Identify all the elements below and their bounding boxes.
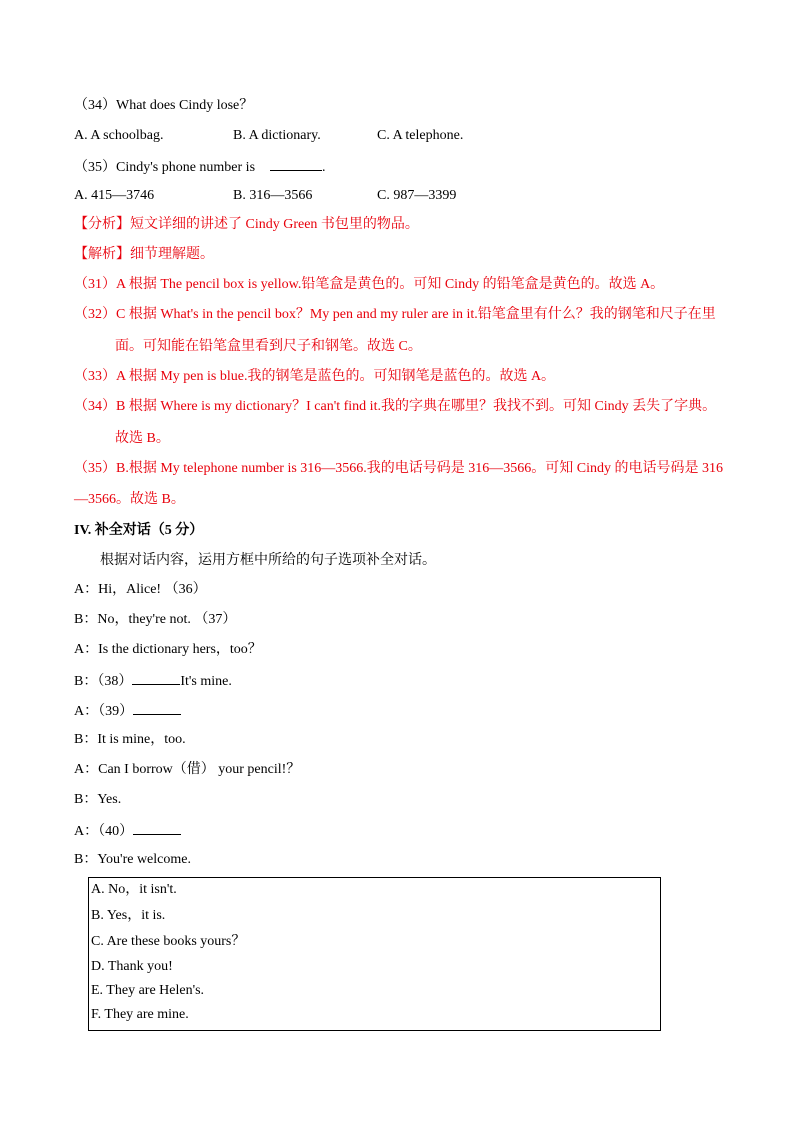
dialogue-line-5-prefix: A：（39） xyxy=(74,704,134,719)
dialogue-line-4-suffix: It's mine. xyxy=(180,674,232,689)
dialogue-line-5 xyxy=(74,701,181,721)
q35-option-b: B. 316—3566 xyxy=(233,188,313,203)
question-35 xyxy=(74,157,326,177)
answer-34-line2: 故选 B。 xyxy=(115,431,170,446)
blank-38 xyxy=(132,671,180,685)
choice-d: D. Thank you! xyxy=(91,959,173,974)
dialogue-line-9-prefix: A：（40） xyxy=(74,824,134,839)
section-instruction: 根据对话内容，运用方框中所给的句子选项补全对话。 xyxy=(100,553,436,568)
dialogue-line-2: B：No，they're not. （37） xyxy=(74,612,237,627)
analysis-summary: 【分析】短文详细的讲述了 Cindy Green 书包里的物品。 xyxy=(74,217,419,232)
dialogue-line-10: B：You're welcome. xyxy=(74,852,191,867)
q35-option-c: C. 987—3399 xyxy=(377,188,457,203)
answer-31: （31）A 根据 The pencil box is yellow.铅笔盒是黄色的。可知 Cindy 的铅笔盒是黄色的。故选 A。 xyxy=(74,277,665,292)
choice-a: A. No，it isn't. xyxy=(91,882,177,897)
q34-option-c: C. A telephone. xyxy=(377,128,464,143)
q35-period: . xyxy=(322,160,326,175)
answer-32-line2: 面。可知能在铅笔盒里看到尺子和钢笔。故选 C。 xyxy=(115,339,422,354)
dialogue-line-6: B：It is mine，too. xyxy=(74,732,186,747)
dialogue-line-1: A：Hi，Alice! （36） xyxy=(74,582,207,597)
q34-option-a: A. A schoolbag. xyxy=(74,128,164,143)
dialogue-line-4-prefix: B：（38） xyxy=(74,674,133,689)
choices-box xyxy=(88,877,661,1031)
choice-f: F. They are mine. xyxy=(91,1007,189,1022)
dialogue-line-9 xyxy=(74,821,181,841)
question-34: （34）What does Cindy lose？ xyxy=(74,98,254,113)
blank-40 xyxy=(133,821,181,835)
section-heading: IV. 补全对话（5 分） xyxy=(74,523,204,538)
answer-32-line1: （32）C 根据 What's in the pencil box？My pen and my ruler are in it.铅笔盒里有什么？我的钢笔和尺子在里 xyxy=(74,307,716,322)
q35-text: （35）Cindy's phone number is xyxy=(74,160,256,175)
dialogue-line-7: A：Can I borrow（借） your pencil!？ xyxy=(74,762,301,777)
q34-option-b: B. A dictionary. xyxy=(233,128,321,143)
analysis-type: 【解析】细节理解题。 xyxy=(74,247,214,262)
answer-35-line1: （35）B.根据 My telephone number is 316—3566.我的电话号码是 316—3566。可知 Cindy 的电话号码是 316 xyxy=(74,461,724,476)
dialogue-line-8: B：Yes. xyxy=(74,792,122,807)
dialogue-line-3: A：Is the dictionary hers，too？ xyxy=(74,642,262,657)
q35-option-a: A. 415—3746 xyxy=(74,188,155,203)
dialogue-line-4 xyxy=(74,671,232,691)
choice-b: B. Yes，it is. xyxy=(91,908,166,923)
q35-answer-blank xyxy=(270,157,322,171)
choice-e: E. They are Helen's. xyxy=(91,983,205,998)
answer-35-line2: —3566。故选 B。 xyxy=(74,492,185,507)
choice-c: C. Are these books yours？ xyxy=(91,934,246,949)
blank-39 xyxy=(133,701,181,715)
answer-34-line1: （34）B 根据 Where is my dictionary？I can't find it.我的字典在哪里？我找不到。可知 Cindy 丢失了字典。 xyxy=(74,399,717,414)
answer-33: （33）A 根据 My pen is blue.我的钢笔是蓝色的。可知钢笔是蓝色的。故选 A。 xyxy=(74,369,556,384)
